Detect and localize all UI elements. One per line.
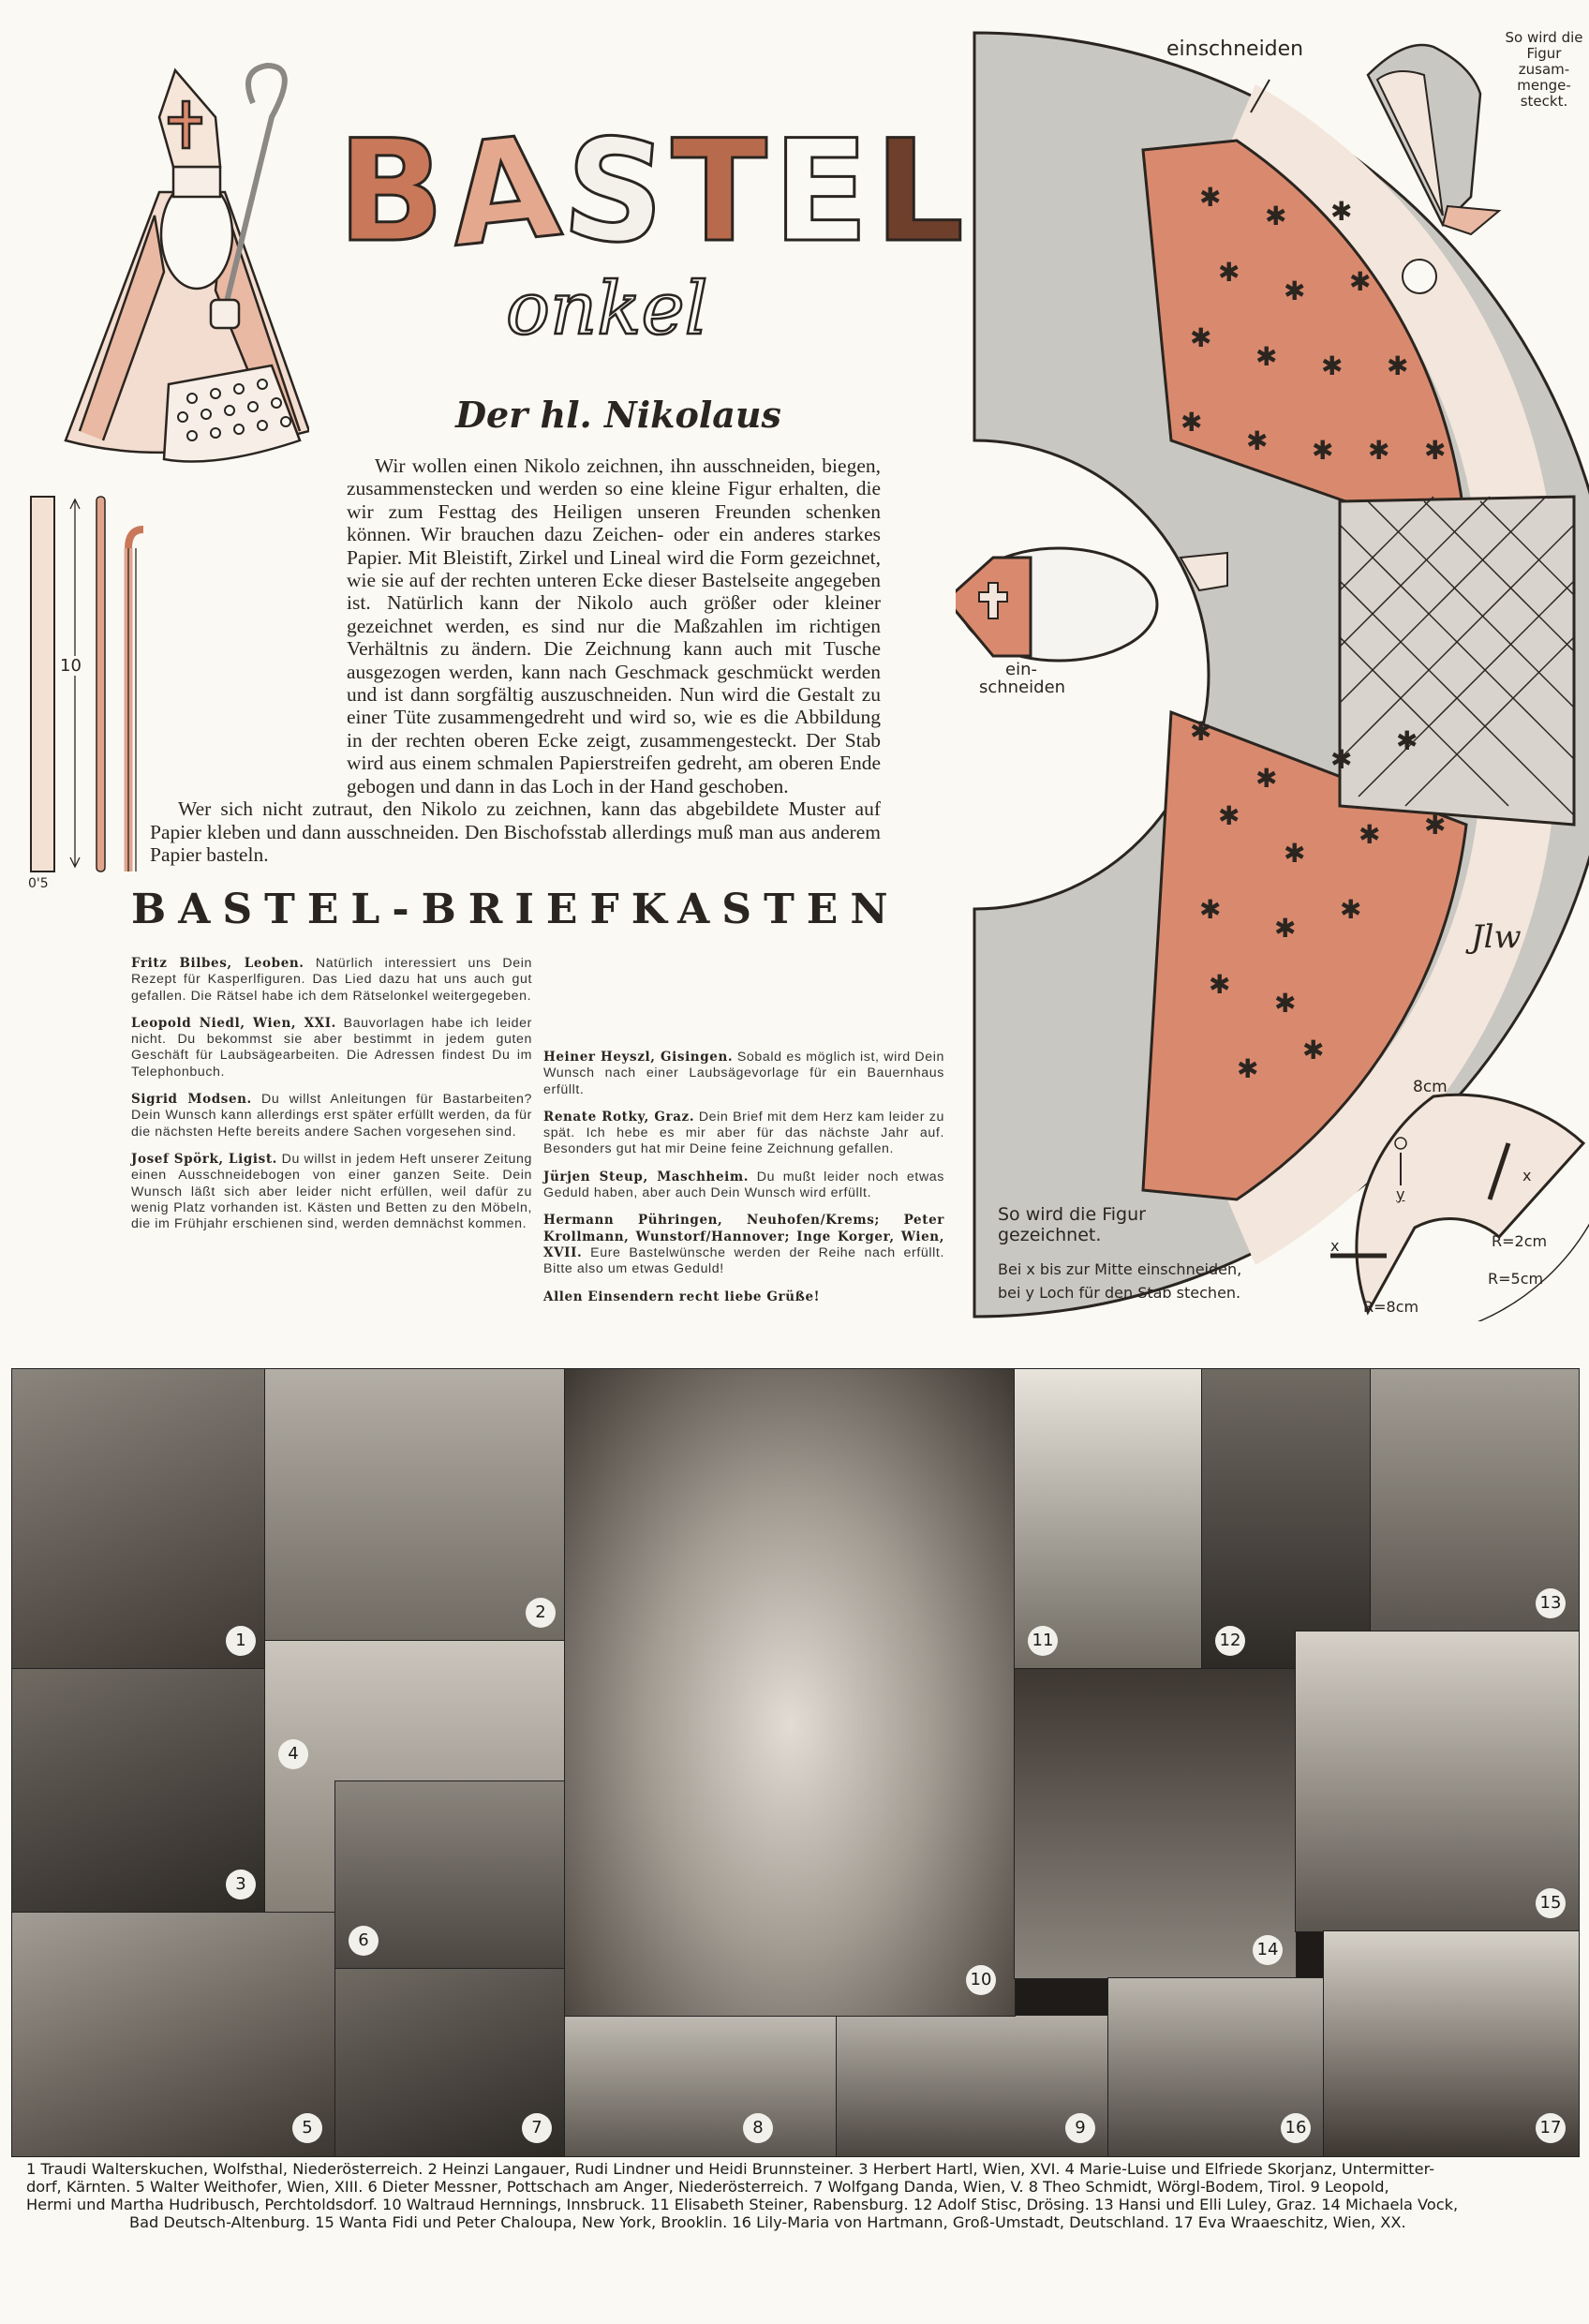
- svg-text:✱: ✱: [1274, 988, 1297, 1019]
- letter-reply: [543, 1169, 944, 1202]
- radius-outer: R=8cm: [1363, 1298, 1419, 1316]
- photo-number: 16: [1281, 2113, 1311, 2143]
- svg-text:✱: ✱: [1302, 1035, 1325, 1065]
- svg-text:✱: ✱: [1359, 819, 1381, 850]
- reader-photo: [1295, 1631, 1580, 1932]
- reader-photo: [334, 1968, 566, 2157]
- radius-inner: R=2cm: [1492, 1232, 1548, 1250]
- letter-reply: [543, 1050, 944, 1098]
- photo-number: 13: [1536, 1588, 1566, 1618]
- photo-number: 14: [1253, 1935, 1283, 1965]
- letter-sender: Sigrid Modsen.: [131, 1092, 252, 1108]
- reader-photo: [836, 2015, 1109, 2157]
- article-paragraph: Wer sich nicht zutraut, den Nikolo zu zeichnen, kann das abgebildete Muster auf Papier kleben und dann ausschneiden. Den Bischofsstab allerdings muß man aus anderem Papier basteln.: [150, 797, 881, 866]
- letter-text: Sobald es möglich ist, wird Dein Wunsch nach einer Laubsägevorlage für ein Bauernhaus erfüllt.: [543, 1050, 944, 1097]
- briefkasten-column-1: [131, 956, 532, 1244]
- photo-number: 8: [743, 2113, 773, 2143]
- svg-text:✱: ✱: [1284, 276, 1306, 306]
- photo-number: 7: [522, 2113, 552, 2143]
- reader-photo: [1107, 1977, 1325, 2157]
- letter-text: Natürlich interessiert uns Dein Rezept für Kasperlfiguren. Das Lied dazu hat uns auch gut gefallen. Die Rätsel habe ich dem Rätselonkel weitergegeben.: [131, 956, 533, 1004]
- svg-text:✱: ✱: [1190, 716, 1212, 747]
- svg-text:✱: ✱: [1199, 182, 1222, 213]
- svg-text:✱: ✱: [1368, 435, 1390, 466]
- svg-text:✱: ✱: [1424, 810, 1447, 841]
- closing-text: Allen Einsendern recht liebe Grüße!: [543, 1289, 821, 1304]
- letter-sender: Renate Rotky, Graz.: [543, 1109, 695, 1125]
- svg-text:✱: ✱: [1255, 763, 1278, 794]
- article-title: Der hl. Nikolaus: [455, 394, 781, 436]
- nikolaus-figure-illustration: [28, 28, 309, 469]
- letter-closing: [543, 1289, 944, 1305]
- drawing-caption: So wird die Figur gezeichnet.: [998, 1204, 1146, 1245]
- letter-reply: [131, 1016, 532, 1080]
- caption-line: 1 Traudi Walterskuchen, Wolfsthal, Niederösterreich. 2 Heinzi Langauer, Rudi Lindner und Heidi Brunnsteiner. 3 Herbert Hartl, Wien, XVI. 4 Marie-Luise und Elfriede Skorjanz, Untermitter-: [26, 2160, 1435, 2178]
- letter-sender: Hermann Pühringen, Neuhofen/Krems; Peter Krollmann, Wunstorf/Hannover; Inge Korger, Wien, XVII.: [543, 1213, 944, 1260]
- letter-text: Du mußt leider noch etwas Geduld haben, aber auch Dein Wunsch wird erfüllt.: [543, 1169, 944, 1201]
- instructions-line-2: bei y Loch für den Stab stechen.: [998, 1284, 1241, 1302]
- letter-reply: [543, 1110, 944, 1158]
- letter-sender: Heiner Heyszl, Gisingen.: [543, 1050, 734, 1065]
- briefkasten-column-2: [543, 1050, 944, 1317]
- reader-photo: [1201, 1368, 1372, 1670]
- staff-length-label: 10: [60, 656, 82, 676]
- photo-number: 9: [1065, 2113, 1095, 2143]
- photo-number: 3: [226, 1870, 256, 1899]
- svg-text:✱: ✱: [1396, 725, 1418, 756]
- letter-reply: [543, 1213, 944, 1277]
- svg-text:✱: ✱: [1321, 350, 1344, 381]
- svg-text:✱: ✱: [1284, 838, 1306, 869]
- svg-text:✱: ✱: [1330, 744, 1353, 775]
- photo-number: 2: [526, 1598, 556, 1628]
- letter-sender: Leopold Niedl, Wien, XXI.: [131, 1015, 336, 1031]
- svg-text:✱: ✱: [1181, 407, 1203, 438]
- mark-x-right: x: [1522, 1167, 1532, 1184]
- reader-photo: [564, 2015, 838, 2157]
- logo-subtitle: onkel: [506, 267, 708, 351]
- svg-text:✱: ✱: [1246, 425, 1269, 456]
- letter-reply: [131, 1152, 532, 1232]
- caption-line: dorf, Kärnten. 5 Walter Weithofer, Wien, XIII. 6 Dieter Messner, Pottschach am Anger, Niederösterreich. 7 Wolfgang Danda, Wien, V. 8 Theo Schmidt, Wörgl-Bodem, Tirol. 9 Leopold,: [26, 2178, 1389, 2196]
- cutout-pattern: [956, 19, 1589, 1321]
- photo-number: 12: [1215, 1626, 1245, 1656]
- caption-line: Bad Deutsch-Altenburg. 15 Wanta Fidi und Peter Chaloupa, New York, Brooklin. 16 Lily-Maria von Hartmann, Groß-Umstadt, Deutschland. 17 Eva Wraaeschitz, Wien, XX.: [129, 2213, 1406, 2231]
- logo-letter: A: [441, 105, 568, 279]
- svg-text:✱: ✱: [1209, 969, 1231, 1000]
- svg-text:✱: ✱: [1255, 341, 1278, 372]
- svg-text:✱: ✱: [1349, 266, 1372, 297]
- article-body: [150, 454, 881, 866]
- letter-text: Du willst Anleitungen für Bastarbeiten? Dein Wunsch kann allerdings erst später erfüllt werden, da für die nächsten Hefte bereits andere Sachen vorgesehen sind.: [131, 1092, 532, 1140]
- photo-number: 15: [1536, 1888, 1566, 1918]
- mark-y: y: [1396, 1185, 1405, 1203]
- svg-text:✱: ✱: [1218, 257, 1240, 288]
- photo-number: 4: [278, 1739, 308, 1769]
- reader-photo-collage: [11, 1368, 1578, 2155]
- letter-text: Dein Brief mit dem Herz kam leider zu spät. Ich hebe es mir aber für das nächste Jahr auf. Besonders gut hat mir Deine feine Zeichnung gefallen.: [543, 1109, 944, 1157]
- photo-caption: [26, 2160, 1572, 2231]
- svg-text:✱: ✱: [1237, 1053, 1259, 1084]
- reader-photo: [1323, 1930, 1580, 2157]
- photo-number: 5: [292, 2113, 322, 2143]
- reader-photo: [11, 1368, 266, 1670]
- reader-photo: [334, 1780, 566, 1970]
- letter-reply: [131, 956, 532, 1005]
- letter-text: Bauvorlagen habe ich leider nicht. Du bekommst sie aber bestimmt in jedem guten Geschäft für Laubsägearbeiten. Die Adressen findest Du im Telephonbuch.: [131, 1015, 532, 1080]
- svg-text:✱: ✱: [1340, 894, 1362, 925]
- artist-signature: Jlw: [1471, 918, 1522, 956]
- letter-sender: Jürjen Steup, Maschheim.: [543, 1169, 750, 1184]
- letter-text: Eure Bastelwünsche werden der Reihe nach erfüllt. Bitte also um etwas Geduld!: [543, 1244, 944, 1277]
- photo-number: 11: [1028, 1626, 1058, 1656]
- reader-photo: [1370, 1368, 1580, 1632]
- letter-reply: [131, 1092, 532, 1140]
- svg-text:✱: ✱: [1387, 350, 1409, 381]
- svg-text:✱: ✱: [1274, 913, 1297, 944]
- staff-diagram: [23, 492, 145, 886]
- letter-sender: Josef Spörk, Ligist.: [131, 1151, 277, 1167]
- svg-text:✱: ✱: [1199, 894, 1222, 925]
- mark-x-left: x: [1330, 1237, 1340, 1255]
- assembled-caption: So wird die Figur zusam-menge-steckt.: [1505, 29, 1583, 110]
- cut-label-middle: ein- schneiden: [979, 660, 1066, 697]
- photo-number: 17: [1536, 2113, 1566, 2143]
- cut-label-top: einschneiden: [1166, 37, 1304, 61]
- radius-mid: R=5cm: [1488, 1270, 1544, 1288]
- logo-letter: B: [337, 111, 445, 274]
- briefkasten-title: BASTEL-BRIEFKASTEN: [131, 886, 900, 933]
- svg-text:✱: ✱: [1218, 800, 1240, 831]
- dimension-width: 8cm: [1413, 1078, 1448, 1096]
- logo-letter: E: [772, 111, 869, 274]
- reader-photo: [1014, 1368, 1203, 1670]
- svg-text:✱: ✱: [1265, 201, 1287, 231]
- reader-photo: [1014, 1668, 1297, 1979]
- letter-text: Du willst in jedem Heft unserer Zeitung einen Ausschneidebogen von einer ganzen Seite. Dein Wunsch läßt sich aber leider nicht erfüllen, weil dafür zu wenig Platz vorhanden ist. Kästen und Betten zu den Möbeln, die im Frühjahr erschienen sind, werden demnächst kommen.: [131, 1151, 532, 1232]
- logo-letter: S: [557, 106, 673, 278]
- svg-text:✱: ✱: [1190, 322, 1212, 353]
- instructions-line-1: Bei x bis zur Mitte einschneiden,: [998, 1260, 1242, 1278]
- reader-photo-large: [564, 1368, 1016, 2017]
- svg-text:✱: ✱: [1312, 435, 1334, 466]
- photo-number: 1: [226, 1626, 256, 1656]
- svg-text:✱: ✱: [1424, 435, 1447, 466]
- caption-line: Hermi und Martha Hudribusch, Perchtoldsdorf. 10 Waltraud Hernnings, Innsbruck. 11 Elisabeth Steiner, Rabensburg. 12 Adolf Stisc, Drösing. 13 Hansi und Elli Luley, Graz. 14 Michaela Vock,: [26, 2196, 1459, 2213]
- photo-number: 10: [966, 1965, 996, 1995]
- logo-letters: [337, 105, 964, 279]
- logo-letter: L: [874, 111, 964, 274]
- reader-photo: [11, 1912, 336, 2157]
- svg-text:✱: ✱: [1330, 196, 1353, 227]
- photo-number: 6: [349, 1926, 379, 1956]
- bastel-onkel-logo: [300, 66, 964, 351]
- staff-width-label: 0'5: [28, 876, 49, 891]
- reader-photo: [11, 1668, 266, 1914]
- letter-sender: Fritz Bilbes, Leoben.: [131, 956, 304, 971]
- article-paragraph: Wir wollen einen Nikolo zeichnen, ihn ausschneiden, biegen, zusammenstecken und werden so eine kleine Figur erhalten, die wir zum Festtag des Heiligen unseren Freunden schenken können. Wir brauchen dazu Zeichen- oder ein anderes starkes Papier. Mit Bleistift, Zirkel und Lineal wird die Form gezeichnet, wie sie auf der rechten unteren Ecke dieser Bastelseite angegeben ist. Natürlich kann der Nikolo auch größer oder kleiner gezeichnet werden, es sind nur die Maßzahlen im richtigen Verhältnis zu ändern. Die Zeichnung kann auch mit Tusche ausgezogen werden, kann nach Geschmack geschmückt werden und ist dann sorgfältig auszuschneiden. Nun wird die Gestalt zu einer Tüte zusammengedreht und wird so, wie es die Abbildung in der rechten oberen Ecke zeigt, zusammengesteckt. Der Stab wird aus einem schmalen Papierstreifen gedreht, am oberen Ende gebogen und dann in das Loch in der Hand geschoben.: [347, 454, 881, 797]
- logo-letter: T: [671, 111, 767, 274]
- reader-photo: [264, 1368, 566, 1642]
